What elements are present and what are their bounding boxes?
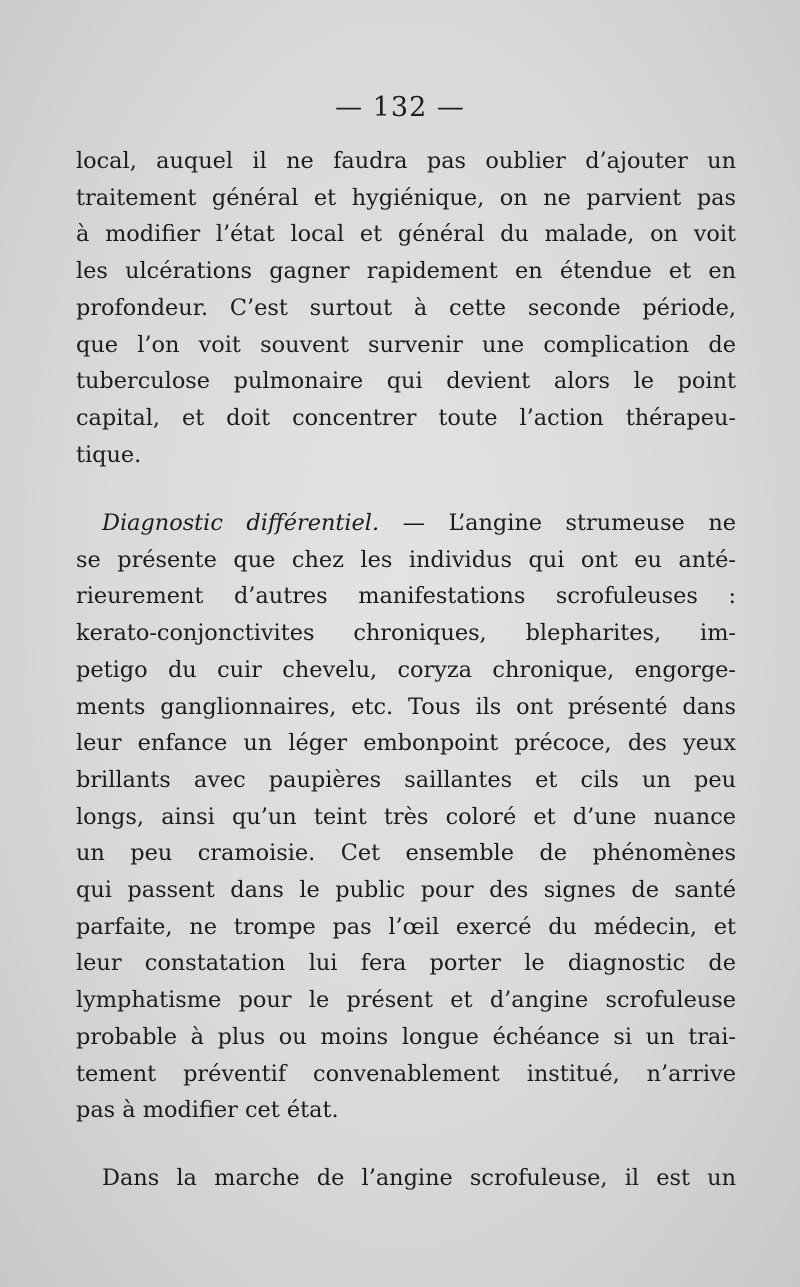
text-line: à modifier l’état local et général du malade, on voit — [76, 221, 736, 248]
page-number: — 132 — — [335, 92, 465, 123]
paragraph-1 — [76, 143, 736, 473]
text-line: — L’angine strumeuse ne — [379, 510, 736, 536]
text-line: pas à modifier cet état. — [76, 1097, 339, 1124]
text-line: kerato-conjonctivites chroniques, blepharites, im- — [76, 620, 736, 647]
text-line: traitement général et hygiénique, on ne parvient pas — [76, 184, 736, 211]
text-line: les ulcérations gagner rapidement en étendue et en — [76, 258, 736, 285]
paragraph-3 — [76, 1160, 736, 1197]
text-line-with-heading — [76, 505, 736, 542]
text-line: que l’on voit souvent survenir une complication de — [76, 331, 736, 358]
text-line: qui passent dans le public pour des signes de santé — [76, 877, 736, 904]
text-line: rieurement d’autres manifestations scrofuleuses : — [76, 583, 736, 610]
text-line: tuberculose pulmonaire qui devient alors le point — [76, 368, 736, 395]
text-line: leur constatation lui fera porter le diagnostic de — [76, 950, 736, 977]
section-heading: Diagnostic différentiel. — [102, 510, 380, 536]
text-line: longs, ainsi qu’un teint très coloré et d’une nuance — [76, 803, 736, 830]
text-line: Dans la marche de l’angine scrofuleuse, il est un — [102, 1165, 736, 1191]
text-line: leur enfance un léger embonpoint précoce, des yeux — [76, 730, 736, 757]
text-line: probable à plus ou moins longue échéance si un trai- — [76, 1023, 736, 1050]
text-line: lymphatisme pour le présent et d’angine scrofuleuse — [76, 987, 736, 1014]
text-line: profondeur. C’est surtout à cette seconde période, — [76, 294, 736, 321]
text-line: tement préventif convenablement institué, n’arrive — [76, 1060, 736, 1087]
text-line: petigo du cuir chevelu, coryza chronique, engorge- — [76, 656, 736, 683]
text-line: se présente que chez les individus qui ont eu anté- — [76, 546, 736, 573]
text-line: parfaite, ne trompe pas l’œil exercé du médecin, et — [76, 913, 736, 940]
text-line: un peu cramoisie. Cet ensemble de phénomènes — [76, 840, 736, 867]
paragraph-2 — [76, 505, 736, 1129]
text-line: ments ganglionnaires, etc. Tous ils ont présenté dans — [76, 693, 736, 720]
text-line: capital, et doit concentrer toute l’action thérapeu- — [76, 404, 736, 431]
text-line: tique. — [76, 441, 142, 468]
text-line: local, auquel il ne faudra pas oublier d’ajouter un — [76, 148, 736, 174]
text-line: brillants avec paupières saillantes et cils un peu — [76, 766, 736, 793]
